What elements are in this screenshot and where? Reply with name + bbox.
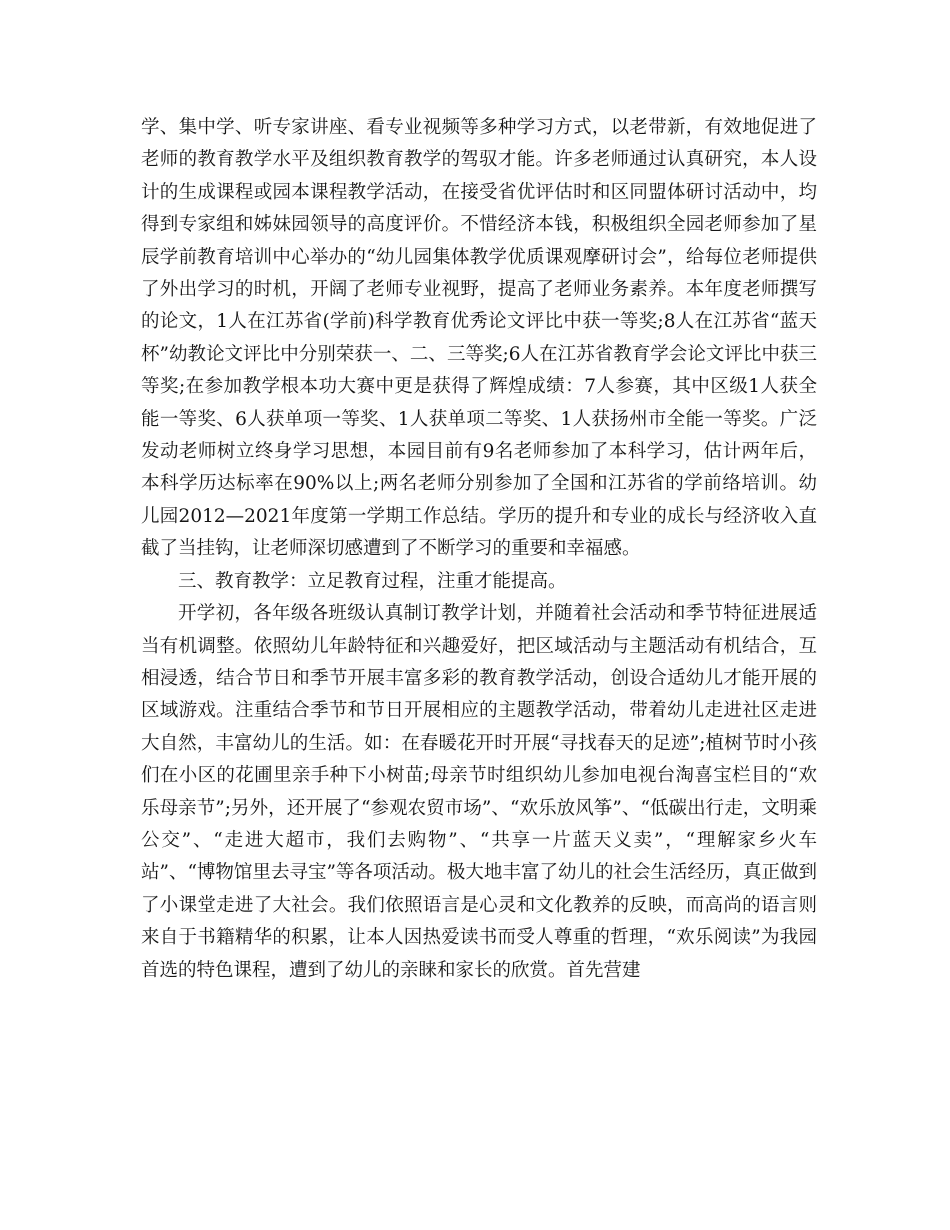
- document-body: [141, 112, 817, 987]
- paragraph-continuation: 学、集中学、听专家讲座、看专业视频等多种学习方式，以老带新，有效地促进了老师的教育教学水平及组织教育教学的驾驭才能。许多老师通过认真研究，本人设计的生成课程或园本课程教学活动，在接受省优评估时和区同盟体研讨活动中，均得到专家组和姊妹园领导的高度评价。不惜经济本钱，积极组织全园老师参加了星辰学前教育培训中心举办的“幼儿园集体教学优质课观摩研讨会”，给每位老师提供了外出学习的时机，开阔了老师专业视野，提高了老师业务素养。本年度老师撰写的论文，1人在江苏省(学前)科学教育优秀论文评比中获一等奖;8人在江苏省“蓝天杯”幼教论文评比中分别荣获一、二、三等奖;6人在江苏省教育学会论文评比中获三等奖;在参加教学根本功大赛中更是获得了辉煌成绩：7人参赛，其中区级1人获全能一等奖、6人获单项一等奖、1人获单项二等奖、1人获扬州市全能一等奖。广泛发动老师树立终身学习思想，本园目前有9名老师参加了本科学习，估计两年后，本科学历达标率在90%以上;两名老师分别参加了全国和江苏省的学前络培训。幼儿园2012—2021年度第一学期工作总结。学历的提升和专业的成长与经济收入直截了当挂钩，让老师深切感遭到了不断学习的重要和幸福感。: [141, 117, 817, 560]
- section-heading: 三、教育教学：立足教育过程，注重才能提高。: [178, 570, 567, 592]
- paragraph-teaching: 开学初，各年级各班级认真制订教学计划，并随着社会活动和季节特征进展适当有机调整。依照幼儿年龄特征和兴趣爱好，把区域活动与主题活动有机结合，互相浸透，结合节日和季节开展丰富多彩的教育教学活动，创设合适幼儿才能开展的区域游戏。注重结合季节和节日开展相应的主题教学活动，带着幼儿走进社区走进大自然，丰富幼儿的生活。如：在春暖花开时开展“寻找春天的足迹”;植树节时小孩们在小区的花圃里亲手种下小树苗;母亲节时组织幼儿参加电视台淘喜宝栏目的“欢乐母亲节”;另外，还开展了“参观农贸市场”、“欢乐放风筝”、“低碳出行走，文明乘公交”、“走进大超市，我们去购物”、“共享一片蓝天义卖”，“理解家乡火车站”、“博物馆里去寻宝”等各项活动。极大地丰富了幼儿的社会生活经历，真正做到了小课堂走进了大社会。我们依照语言是心灵和文化教养的反映，而高尚的语言则来自于书籍精华的积累，让本人因热爱读书而受人尊重的哲理，“欢乐阅读”为我园首选的特色课程，遭到了幼儿的亲睐和家长的欣赏。首先营建: [141, 603, 817, 981]
